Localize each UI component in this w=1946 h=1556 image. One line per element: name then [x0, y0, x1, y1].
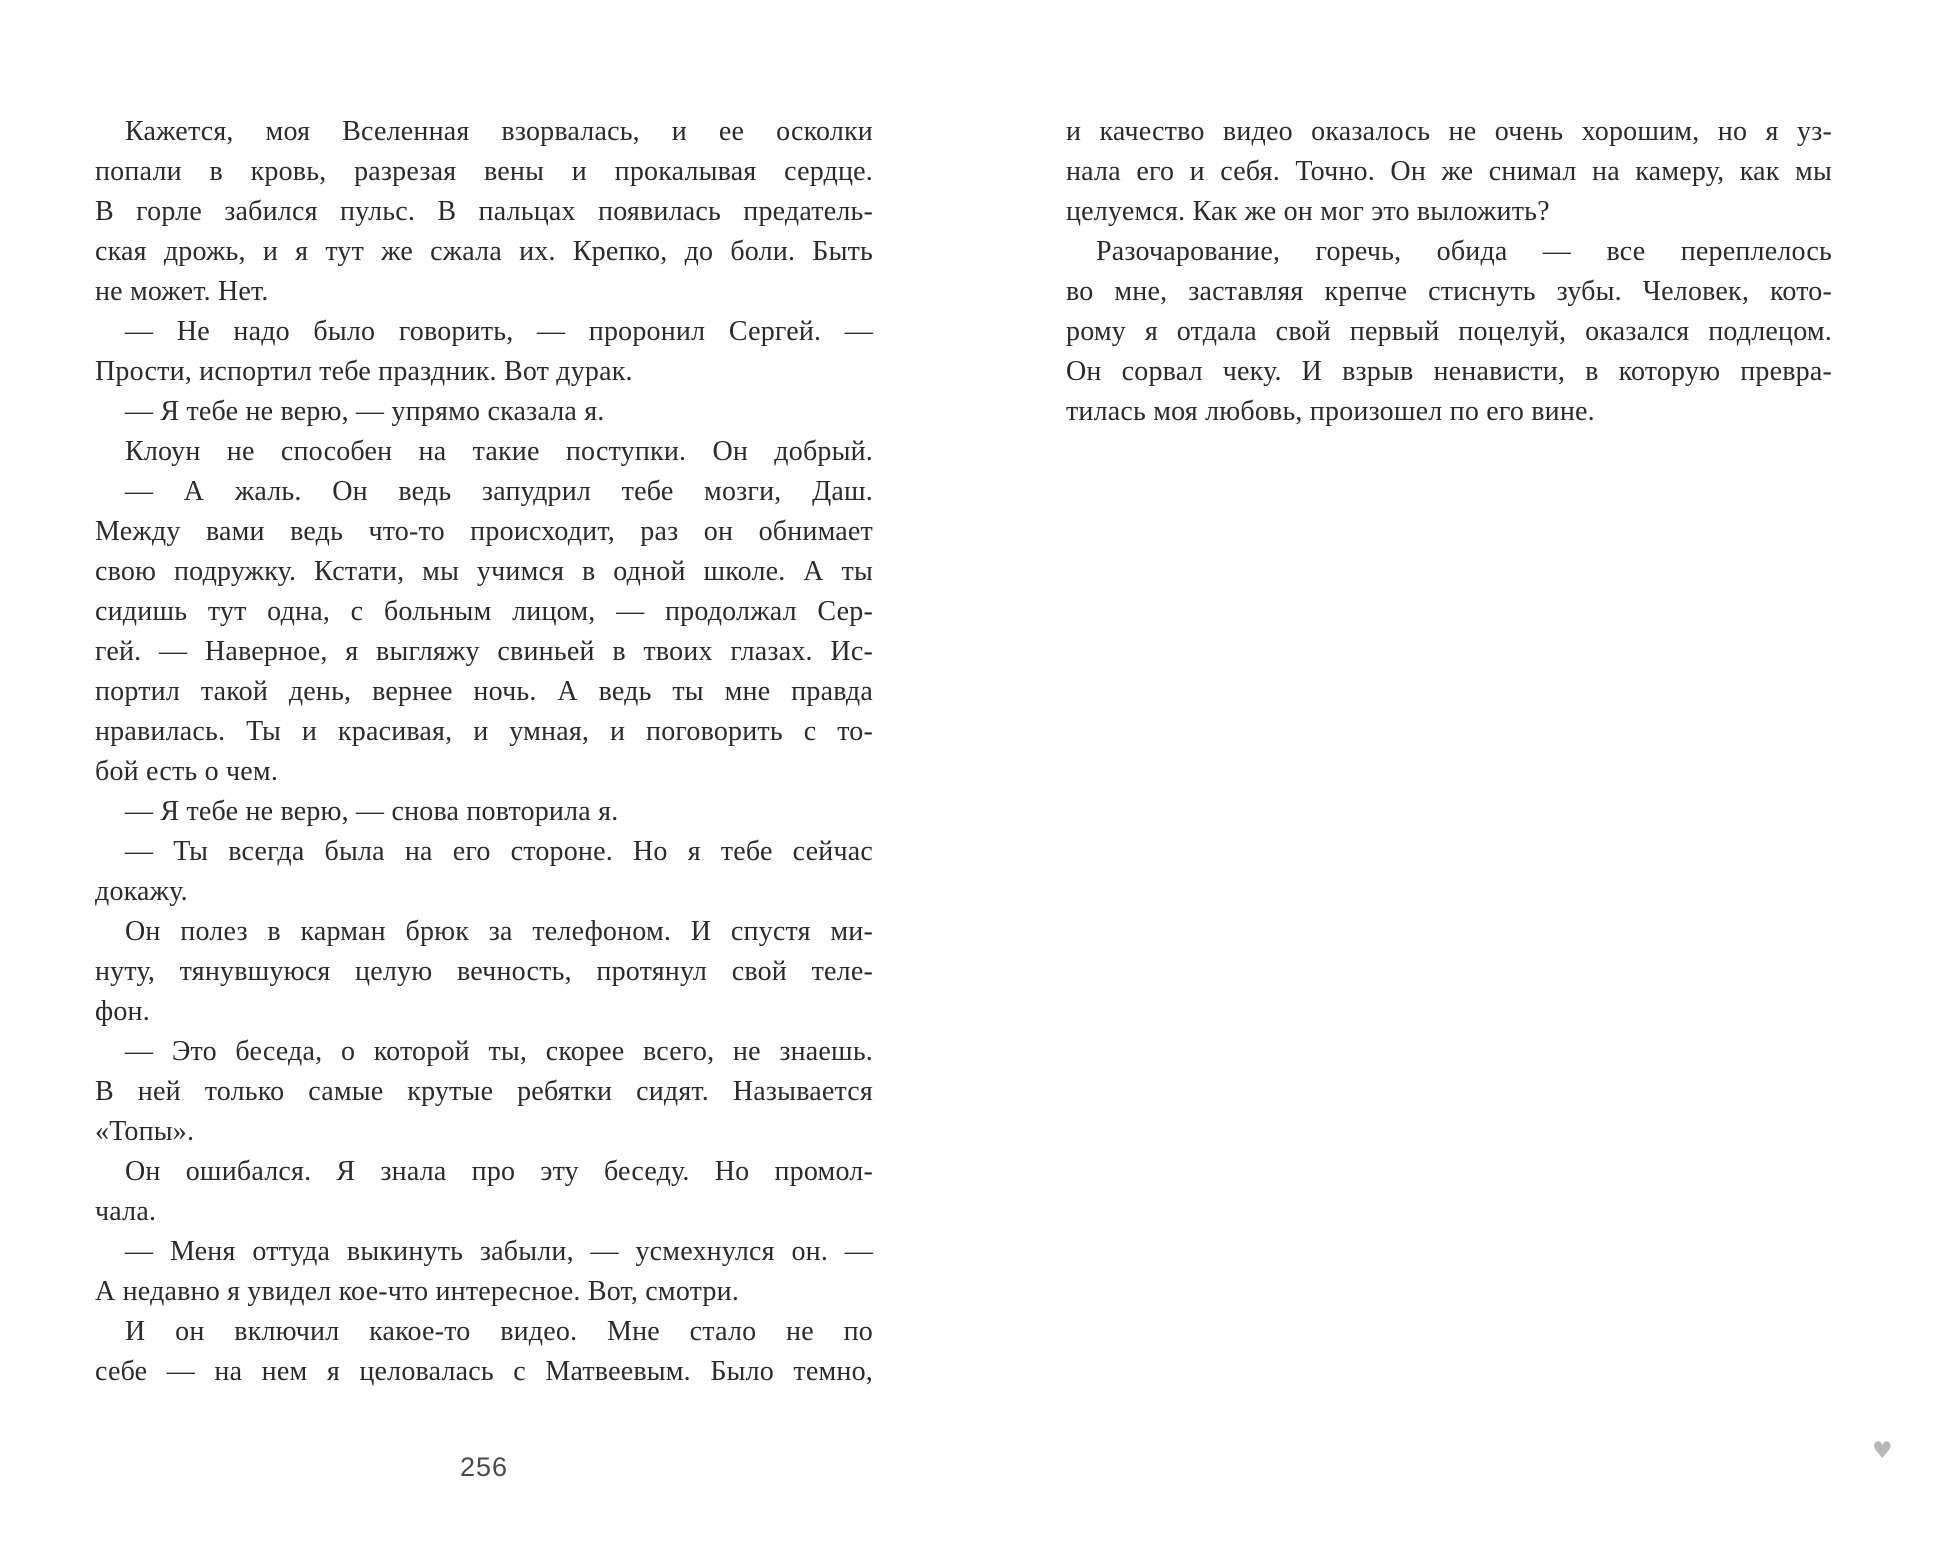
text-line: Он полез в карман брюк за телефоном. И спустя ми- — [125, 916, 873, 947]
text-line: тилась моя любовь, произошел по его вине. — [1066, 396, 1595, 427]
text-line: — Ты всегда была на его стороне. Но я тебе сейчас — [125, 836, 873, 867]
text-line: Прости, испортил тебе праздник. Вот дурак. — [95, 356, 633, 387]
text-line: гей. — Наверное, я выгляжу свиньей в твоих глазах. Ис- — [95, 636, 873, 667]
text-line: себе — на нем я целовалась с Матвеевым. Было темно, — [95, 1356, 873, 1387]
text-line: Между вами ведь что-то происходит, раз он обнимает — [95, 516, 873, 547]
right-page-text — [1066, 112, 1832, 432]
text-line: — Не надо было говорить, — проронил Сергей. — — [125, 316, 873, 347]
text-line: нравилась. Ты и красивая, и умная, и поговорить с то- — [95, 716, 873, 747]
text-line: А недавно я увидел кое-что интересное. Вот, смотри. — [95, 1276, 740, 1307]
text-line: рому я отдала свой первый поцелуй, оказался подлецом. — [1066, 316, 1832, 347]
page-number: 256 — [459, 1452, 509, 1482]
text-line: — Я тебе не верю, — снова повторила я. — [125, 796, 619, 827]
heart-icon: ♥ — [1872, 1438, 1893, 1464]
text-line: «Топы». — [95, 1116, 195, 1147]
text-line: и качество видео оказалось не очень хорошим, но я уз- — [1066, 116, 1832, 147]
text-line: свою подружку. Кстати, мы учимся в одной школе. А ты — [95, 556, 873, 587]
left-page-text — [95, 112, 873, 1392]
text-line: ская дрожь, и я тут же сжала их. Крепко, до боли. Быть — [95, 236, 873, 267]
text-line: попали в кровь, разрезая вены и прокалывая сердце. — [95, 156, 873, 187]
text-line: Он ошибался. Я знала про эту беседу. Но промол- — [125, 1156, 873, 1187]
text-line: В ней только самые крутые ребятки сидят. Называется — [95, 1076, 873, 1107]
text-line: Разочарование, горечь, обида — все переплелось — [1096, 236, 1832, 267]
text-line: — Я тебе не верю, — упрямо сказала я. — [125, 396, 605, 427]
text-line: Он сорвал чеку. И взрыв ненависти, в которую превра- — [1066, 356, 1832, 387]
text-line: — Меня оттуда выкинуть забыли, — усмехнулся он. — — [125, 1236, 873, 1267]
text-line: Кажется, моя Вселенная взорвалась, и ее осколки — [125, 116, 873, 147]
text-line: — Это беседа, о которой ты, скорее всего, не знаешь. — [125, 1036, 873, 1067]
text-line: докажу. — [95, 876, 188, 907]
text-line: чала. — [95, 1196, 157, 1227]
text-line: портил такой день, вернее ночь. А ведь ты мне правда — [95, 676, 873, 707]
text-line: В горле забился пульс. В пальцах появилась предатель- — [95, 196, 873, 227]
text-line: сидишь тут одна, с больным лицом, — продолжал Сер- — [95, 596, 873, 627]
text-line: бой есть о чем. — [95, 756, 279, 787]
text-line: нуту, тянувшуюся целую вечность, протянул свой теле- — [95, 956, 873, 987]
text-line: — А жаль. Он ведь запудрил тебе мозги, Даш. — [125, 476, 873, 507]
text-line: И он включил какое-то видео. Мне стало не по — [125, 1316, 873, 1347]
text-line: нала его и себя. Точно. Он же снимал на камеру, как мы — [1066, 156, 1832, 187]
text-line: не может. Нет. — [95, 276, 269, 307]
text-line: целуемся. Как же он мог это выложить? — [1066, 196, 1550, 227]
text-line: фон. — [95, 996, 150, 1027]
text-line: во мне, заставляя крепче стиснуть зубы. Человек, кото- — [1066, 276, 1832, 307]
text-line: Клоун не способен на такие поступки. Он добрый. — [125, 436, 873, 467]
